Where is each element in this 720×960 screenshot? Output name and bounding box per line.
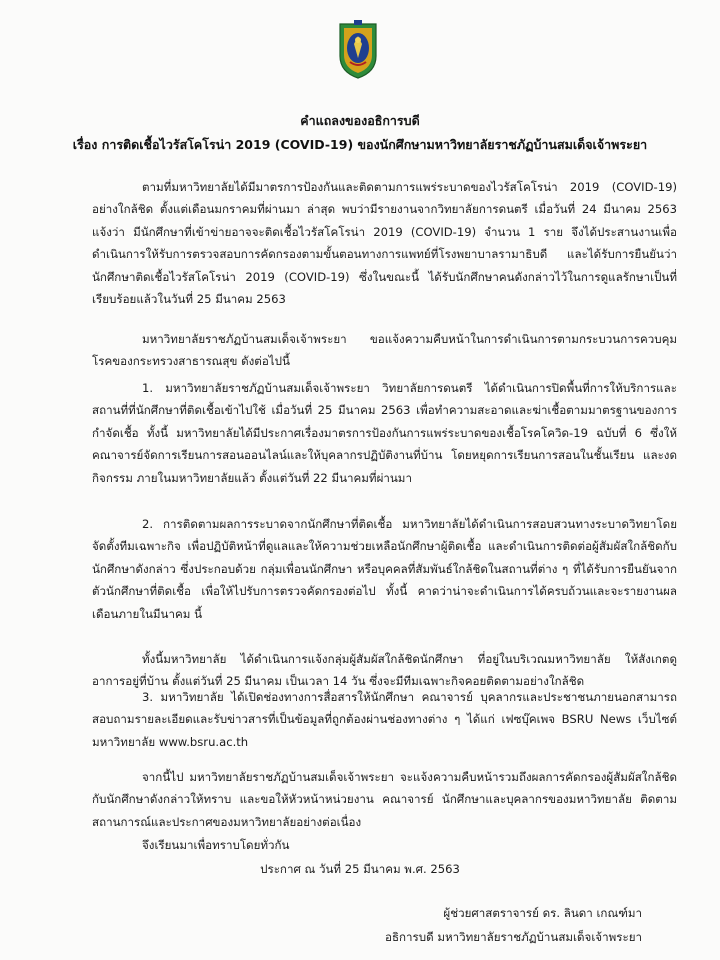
announcement-date: ประกาศ ณ วันที่ 25 มีนาคม พ.ศ. 2563	[260, 862, 460, 876]
paragraph-background: ตามที่มหาวิทยาลัยได้มีมาตรการป้องกันและติดตามการแพร่ระบาดของไวรัสโคโรน่า 2019 (COVID-19) อย่างใกล้ชิด ตั้งแต่เดือนมกราคมที่ผ่านมา ล่าสุด พบว่ามีรายงานจากวิทยาลัยการดนตรี เมื่อวันที่ 24 มีนาคม 2563 แจ้งว่า มีนักศึกษาที่เข้าข่ายอาจจะติดเชื้อไวรัสโคโรน่า 2019 (COVID-19) จำนวน 1 ราย จึงได้ประสานงานเพื่อดำเนินการให้รับการตรวจสอบการคัดกรองตามขั้นตอนทางการแพทย์ที่โรงพยาบาลรามาธิบดี และได้รับการยืนยันว่านักศึกษาติดเชื้อไวรัสโคโรน่า 2019 (COVID-19) ซึ่งในขณะนี้ ได้รับนักศึกษาคนดังกล่าวไว้ในการดูแลรักษาเป็นที่เรียบร้อยแล้วในวันที่ 25 มีนาคม 2563	[92, 180, 677, 307]
statement-title: คำแถลงของอธิการบดี	[300, 113, 420, 128]
university-seal-icon	[336, 18, 380, 80]
paragraph-item-2: 2. การติดตามผลการระบาดจากนักศึกษาที่ติดเชื้อ มหาวิทยาลัยได้ดำเนินการสอบสวนทางระบาดวิทยาโดยจัดตั้งทีมเฉพาะกิจ เพื่อปฏิบัติหน้าที่ดูแลและให้ความช่วยเหลือนักศึกษาผู้ติดเชื้อ และดำเนินการติดต่อผู้สัมผัสใกล้ชิดกับนักศึกษาดังกล่าว ซึ่งประกอบด้วย กลุ่มเพื่อนนักศึกษา หรือบุคคลที่สัมพันธ์ใกล้ชิดในสถานที่ต่าง ๆ ที่ได้รับการยืนยันจากตัวนักศึกษาที่ติดเชื้อ เพื่อให้ไปรับการตรวจคัดกรองต่อไป ทั้งนี้ คาดว่าน่าจะดำเนินการได้ครบถ้วนและจะรายงานผลเดือนภายในมีนาคม นี้	[92, 517, 677, 621]
paragraph-item-2-followup: ทั้งนี้มหาวิทยาลัย ได้ดำเนินการแจ้งกลุ่มผู้สัมผัสใกล้ชิดนักศึกษา ที่อยู่ในบริเวณมหาวิทยาลัย ให้สังเกตดูอาการอยู่ที่บ้าน ตั้งแต่วันที่ 25 มีนาคม เป็นเวลา 14 วัน ซึ่งจะมีทีมเฉพาะกิจคอยติดตามอย่างใกล้ชิด	[92, 652, 677, 689]
paragraph-intro: มหาวิทยาลัยราชภัฏบ้านสมเด็จเจ้าพระยา ขอแจ้งความคืบหน้าในการดำเนินการตามกระบวนการควบคุมโรคของกระทรวงสาธารณสุข ดังต่อไปนี้	[92, 332, 677, 369]
paragraph-item-1: 1. มหาวิทยาลัยราชภัฏบ้านสมเด็จเจ้าพระยา วิทยาลัยการดนตรี ได้ดำเนินการปิดพื้นที่การให้บริการและสถานที่ที่นักศึกษาที่ติดเชื้อเข้าไปใช้ เมื่อวันที่ 25 มีนาคม 2563 เพื่อทำความสะอาดและฆ่าเชื้อตามมาตรฐานของการกำจัดเชื้อ ทั้งนี้ มหาวิทยาลัยได้มีประกาศเรื่องมาตรการป้องกันการแพร่ระบาดของเชื้อโรคโควิด-19 ฉบับที่ 6 ซึ่งให้คณาจารย์จัดการเรียนการสอนออนไลน์และให้บุคลากรปฏิบัติงานที่บ้าน โดยหยุดการเรียนการสอนในชั้นเรียน และงดกิจกรรม ภายในมหาวิทยาลัยแล้ว ตั้งแต่วันที่ 22 มีนาคมที่ผ่านมา	[92, 381, 677, 485]
paragraph-sign-off: จึงเรียนมาเพื่อทราบโดยทั่วกัน	[142, 838, 290, 852]
paragraph-closing: จากนี้ไป มหาวิทยาลัยราชภัฏบ้านสมเด็จเจ้าพระยา จะแจ้งความคืบหน้ารวมถึงผลการคัดกรองผู้สัมผัสใกล้ชิดกับนักศึกษาดังกล่าวให้ทราบ และขอให้หัวหน้าหน่วยงาน คณาจารย์ นักศึกษาและบุคลากรของมหาวิทยาลัย ติดตามสถานการณ์และประกาศของมหาวิทยาลัยอย่างต่อเนื่อง	[92, 770, 677, 829]
signer-name: ผู้ช่วยศาสตราจารย์ ดร. ลินดา เกณฑ์มา	[443, 906, 642, 920]
signer-title: อธิการบดี มหาวิทยาลัยราชภัฏบ้านสมเด็จเจ้าพระยา	[384, 930, 642, 944]
paragraph-item-3: 3. มหาวิทยาลัย ได้เปิดช่องทางการสื่อสารให้นักศึกษา คณาจารย์ บุคลากรและประชาชนภายนอกสามารถสอบถามรายละเอียดและรับข่าวสารที่เป็นข้อมูลที่ถูกต้องผ่านช่องทางต่าง ๆ ได้แก่ เฟซบุ๊คเพจ BSRU News เว็บไซต์มหาวิทยาลัย www.bsru.ac.th	[92, 690, 677, 749]
statement-subject: เรื่อง การติดเชื้อไวรัสโคโรน่า 2019 (COVID-19) ของนักศึกษามหาวิทยาลัยราชภัฏบ้านสมเด็จเจ้าพระยา	[72, 137, 648, 152]
